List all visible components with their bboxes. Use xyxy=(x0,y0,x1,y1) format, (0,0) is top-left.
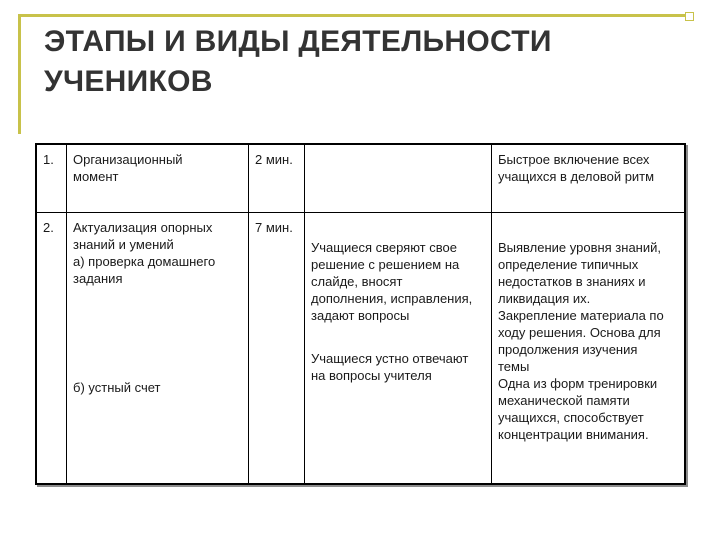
stage-2-purpose-line: определение типичных xyxy=(498,256,639,272)
stage-2-activity-line: решение с решением на xyxy=(311,256,460,272)
stage-2-purpose-line: недостатков в знаниях и xyxy=(498,273,646,289)
slide-frame-corner-square xyxy=(685,12,694,21)
stage-2-time: 7 мин. xyxy=(255,219,293,235)
stage-1-time-cell xyxy=(249,144,305,212)
stage-1-purpose-line: Быстрое включение всех xyxy=(498,152,650,167)
stage-2-activity-line: дополнения, исправления, xyxy=(311,290,473,306)
slide-frame-left-line xyxy=(18,14,21,134)
stage-2-purpose-cell xyxy=(492,212,686,484)
stage-1-purpose-cell xyxy=(492,144,686,212)
stages-table xyxy=(35,143,686,485)
slide-title xyxy=(44,22,664,102)
stage-2-name-line: знаний и умений xyxy=(73,236,174,252)
stage-2-activity-line: задают вопросы xyxy=(311,307,410,323)
stage-2-number-cell xyxy=(36,212,67,484)
stage-2-purpose-line: концентрации внимания. xyxy=(498,426,649,442)
slide-title-line-1: ЭТАПЫ И ВИДЫ ДЕЯТЕЛЬНОСТИ xyxy=(44,25,552,58)
stage-2-purpose-line: ликвидация их. xyxy=(498,290,591,306)
stage-2-purpose-line: механической памяти xyxy=(498,392,630,408)
stage-1-time: 2 мин. xyxy=(255,152,293,167)
stage-2-activity-b-line: на вопросы учителя xyxy=(311,367,432,383)
stage-2-purpose-line: ходу решения. Основа для xyxy=(498,324,661,340)
stage-2-purpose-line: Закрепление материала по xyxy=(498,307,664,323)
stage-2-purpose-line: учащихся, способствует xyxy=(498,409,644,425)
stage-2-name-cell xyxy=(67,212,249,484)
stage-2-number: 2. xyxy=(43,219,54,235)
stage-2-substage-b: б) устный счет xyxy=(73,379,161,395)
slide-frame-top-line xyxy=(18,14,692,17)
stage-2-name-line: а) проверка домашнего xyxy=(73,253,216,269)
stage-2-purpose-line: продолжения изучения xyxy=(498,341,638,357)
stage-1-name-line: Организационный xyxy=(73,152,183,167)
stage-2-time-cell xyxy=(249,212,305,484)
stage-1-purpose-line: учащихся в деловой ритм xyxy=(498,169,655,184)
stage-2-activity-line: Учащиеся сверяют свое xyxy=(311,239,457,255)
stage-2-name-line: задания xyxy=(73,270,123,286)
stage-1-activity-cell xyxy=(305,144,492,212)
table-row-stage-1 xyxy=(36,144,685,212)
table-row-stage-2 xyxy=(36,212,685,484)
stage-2-activity-line: слайде, вносят xyxy=(311,273,403,289)
stage-2-purpose-line: Одна из форм тренировки xyxy=(498,375,658,391)
stage-1-name-line: момент xyxy=(73,169,119,184)
stage-2-activity-b-line: Учащиеся устно отвечают xyxy=(311,350,469,366)
stage-2-activity-cell xyxy=(305,212,492,484)
stage-1-name-cell xyxy=(67,144,249,212)
stage-2-purpose-line: Выявление уровня знаний, xyxy=(498,239,661,255)
stage-2-name-line: Актуализация опорных xyxy=(73,219,213,235)
stage-1-number-cell xyxy=(36,144,67,212)
stage-2-purpose-line: темы xyxy=(498,358,530,374)
stage-1-number: 1. xyxy=(43,152,54,167)
slide-title-line-2: УЧЕНИКОВ xyxy=(44,65,213,98)
